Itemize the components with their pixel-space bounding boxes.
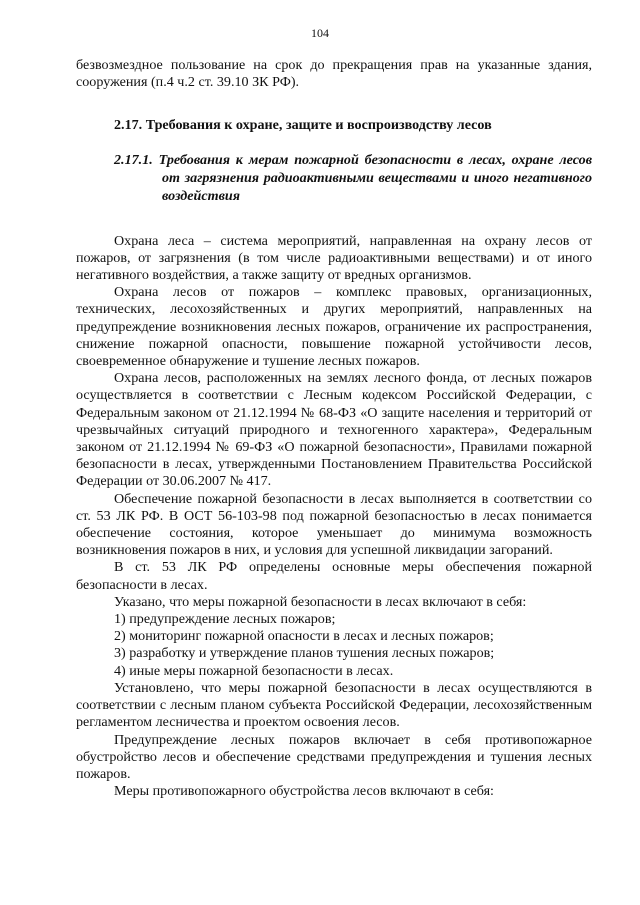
paragraph: Установлено, что меры пожарной безопасности в лесах осуществляются в соответствии с лесным планом субъекта Российской Федерации, лесохозяйственным регламентом лесничества и проектом освоения лесов. [76, 679, 592, 731]
page-number: 104 [311, 26, 329, 40]
paragraph: Охрана лесов, расположенных на землях лесного фонда, от лесных пожаров осуществляется в соответствии с Лесным кодексом Российской Федерации, с Федеральным законом от 21.12.1994 № 68-ФЗ «О защите населения и территорий от чрезвычайных ситуаций природного и техногенного характера», Федеральным законом от 21.12.1994 № 69-ФЗ «О пожарной безопасности», Правилами пожарной безопасности в лесах, утвержденными Постановлением Правительства Российской Федерации от 30.06.2007 № 417. [76, 370, 592, 490]
list-item: 1) предупреждение лесных пожаров; [114, 611, 336, 628]
list-item: 4) иные меры пожарной безопасности в лесах. [114, 662, 394, 679]
paragraph: Указано, что меры пожарной безопасности в лесах включают в себя: [114, 593, 527, 610]
section-heading: 2.17. Требования к охране, защите и воспроизводству лесов [114, 117, 492, 134]
paragraph: Предупреждение лесных пожаров включает в себя противопожарное обустройство лесов и обеспечение средствами предупреждения и тушения лесных пожаров. [76, 731, 592, 782]
page-content [76, 57, 592, 800]
subsection-heading: 2.17.1. Требования к мерам пожарной безопасности в лесах, охране лесов от загрязнения радиоактивными веществами и иного негативного воздействия [114, 151, 592, 204]
paragraph: Обеспечение пожарной безопасности в лесах выполняется в соответствии со ст. 53 ЛК РФ. В ОСТ 56-103-98 под пожарной безопасностью в лесах понимается обеспечение состояния, которое уменьшает до минимума возможность возникновения пожаров в них, и условия для успешной ликвидации загораний. [76, 490, 592, 559]
paragraph: Меры противопожарного обустройства лесов включают в себя: [114, 783, 494, 800]
paragraph: В ст. 53 ЛК РФ определены основные меры обеспечения пожарной безопасности в лесах. [76, 559, 592, 593]
paragraph: Охрана леса – система мероприятий, направленная на охрану лесов от пожаров, от загрязнения (в том числе радиоактивными веществами) и от иного негативного воздействия, а также защиту от вредных организмов. [76, 232, 592, 284]
paragraph-continued: безвозмездное пользование на срок до прекращения прав на указанные здания, сооружения (п.4 ч.2 ст. 39.10 ЗК РФ). [76, 57, 592, 91]
paragraph: Охрана лесов от пожаров – комплекс правовых, организационных, технических, лесохозяйственных и других мероприятий, направленных на предупреждение возникновения лесных пожаров, ограничение их распространения, снижение пожарной опасности, повышение пожарной устойчивости лесов, своевременное обнаружение и тушение лесных пожаров. [76, 284, 592, 370]
list-item: 3) разработку и утверждение планов тушения лесных пожаров; [114, 645, 495, 662]
list-item: 2) мониторинг пожарной опасности в лесах и лесных пожаров; [114, 628, 494, 645]
